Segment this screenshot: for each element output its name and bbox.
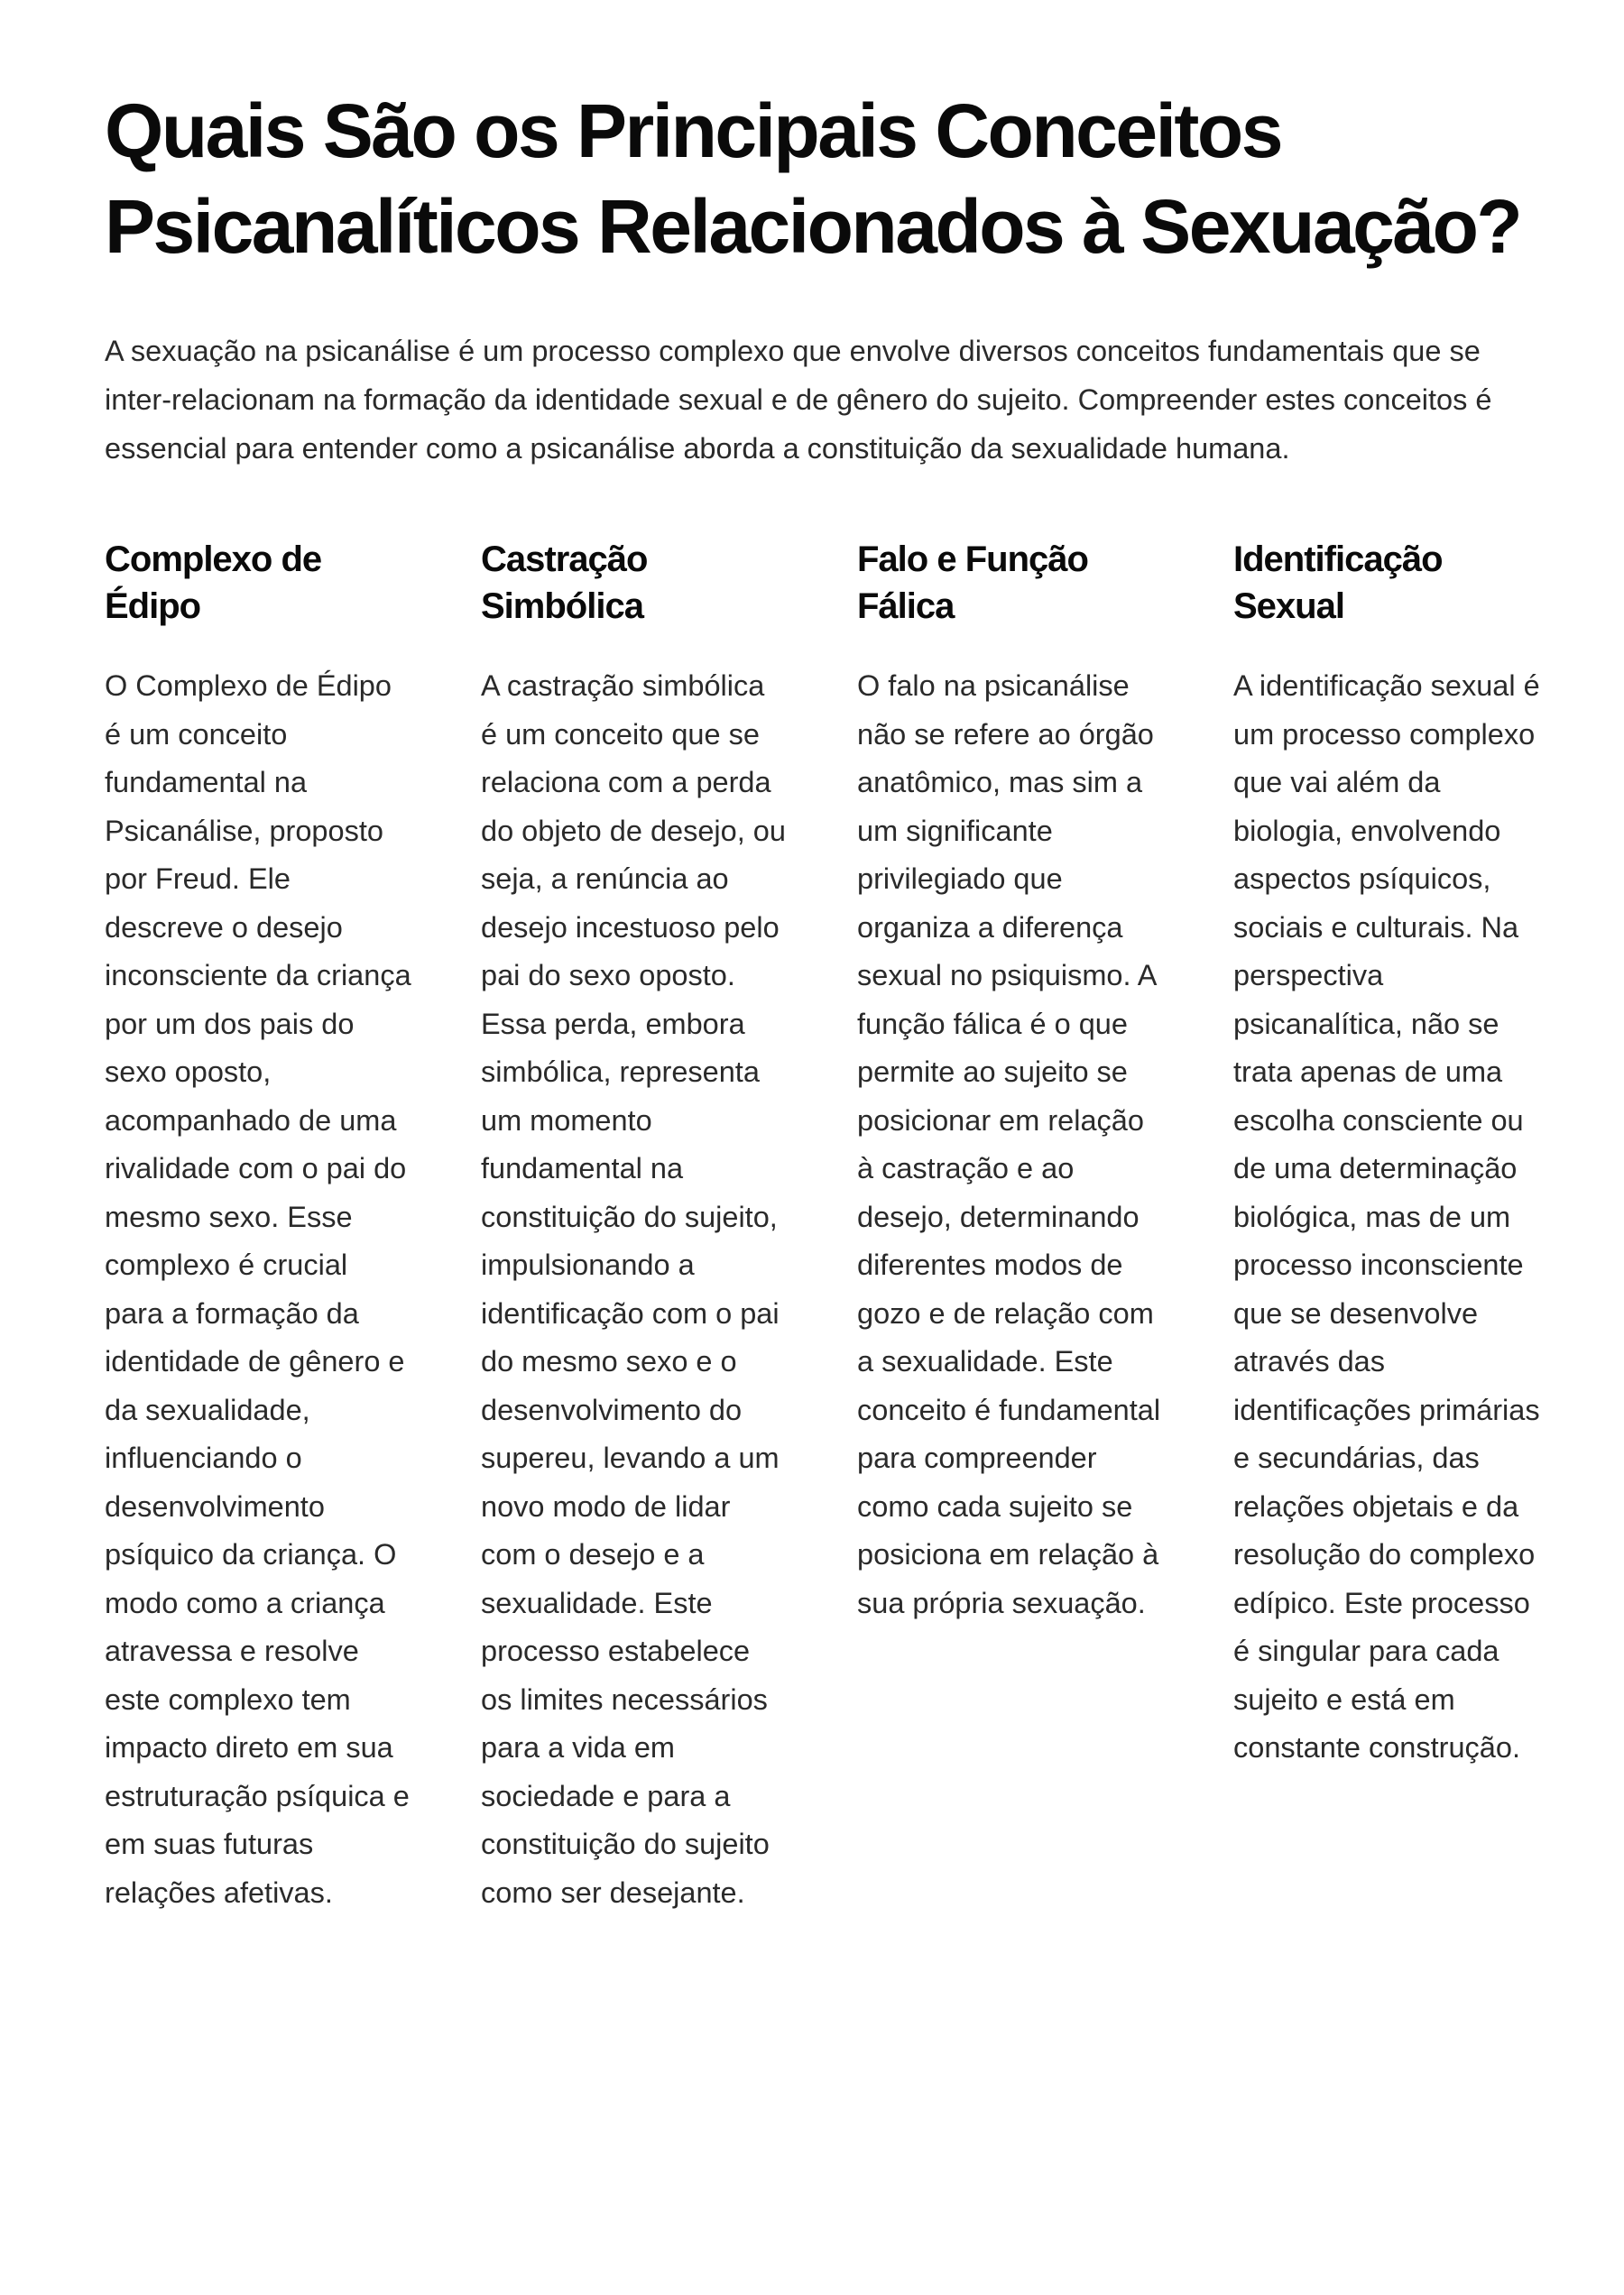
concept-column-complexo-de-edipo [105, 536, 411, 1917]
concept-text: A identificação sexual é um processo complexo que vai além da biologia, envolvendo aspectos psíquicos, sociais e culturais. Na perspectiva psicanalítica, não se trata apenas de uma escolha consciente ou de uma determinação biológica, mas de um processo inconsciente que se desenvolve através das identificações primárias e secundárias, das relações objetais e da resolução do complexo edípico. Este processo é singular para cada sujeito e está em constante construção. [1233, 669, 1540, 1764]
concept-text: A castração simbólica é um conceito que se relaciona com a perda do objeto de desejo, ou seja, a renúncia ao desejo incestuoso pelo pai do sexo oposto. Essa perda, embora simbólica, representa um momento fundamental na constituição do sujeito, impulsionando a identificação com o pai do mesmo sexo e o desenvolvimento do supereu, levando a um novo modo de lidar com o desejo e a sexualidade. Este processo estabelece os limites necessários para a vida em sociedade e para a constituição do sujeito como ser desejante. [481, 669, 786, 1909]
concept-heading: Complexo de Édipo [105, 539, 322, 626]
concept-column-identificacao-sexual [1233, 536, 1540, 1773]
concept-column-falo-e-funcao-falica [857, 536, 1164, 1627]
concept-column-castracao-simbolica [481, 536, 788, 1917]
concept-text: O Complexo de Édipo é um conceito fundamental na Psicanálise, proposto por Freud. Ele descreve o desejo inconsciente da criança por um dos pais do sexo oposto, acompanhado de uma rivalidade com o pai do mesmo sexo. Esse complexo é crucial para a formação da identidade de gênero e da sexualidade, influenciando o desenvolvimento psíquico da criança. O modo como a criança atravessa e resolve este complexo tem impacto direto em sua estruturação psíquica e em suas futuras relações afetivas. [105, 669, 411, 1909]
concept-heading: Falo e Função Fálica [857, 539, 1088, 626]
concept-heading: Castração Simbólica [481, 539, 648, 626]
page-title: Quais São os Principais Conceitos Psicanalíticos Relacionados à Sexuação? [105, 88, 1521, 269]
concept-text: O falo na psicanálise não se refere ao órgão anatômico, mas sim a um significante privilegiado que organiza a diferença sexual no psiquismo. A função fálica é o que permite ao sujeito se posicionar em relação à castração e ao desejo, determinando diferentes modos de gozo e de relação com a sexualidade. Este conceito é fundamental para compreender como cada sujeito se posiciona em relação à sua própria sexuação. [857, 669, 1161, 1619]
concept-heading: Identificação Sexual [1233, 539, 1443, 626]
intro-paragraph: A sexuação na psicanálise é um processo complexo que envolve diversos conceitos fundamentais que se inter-relacionam na formação da identidade sexual e de gênero do sujeito. Compreender estes conceitos é essencial para entender como a psicanálise aborda a constituição da sexualidade humana. [105, 335, 1492, 465]
